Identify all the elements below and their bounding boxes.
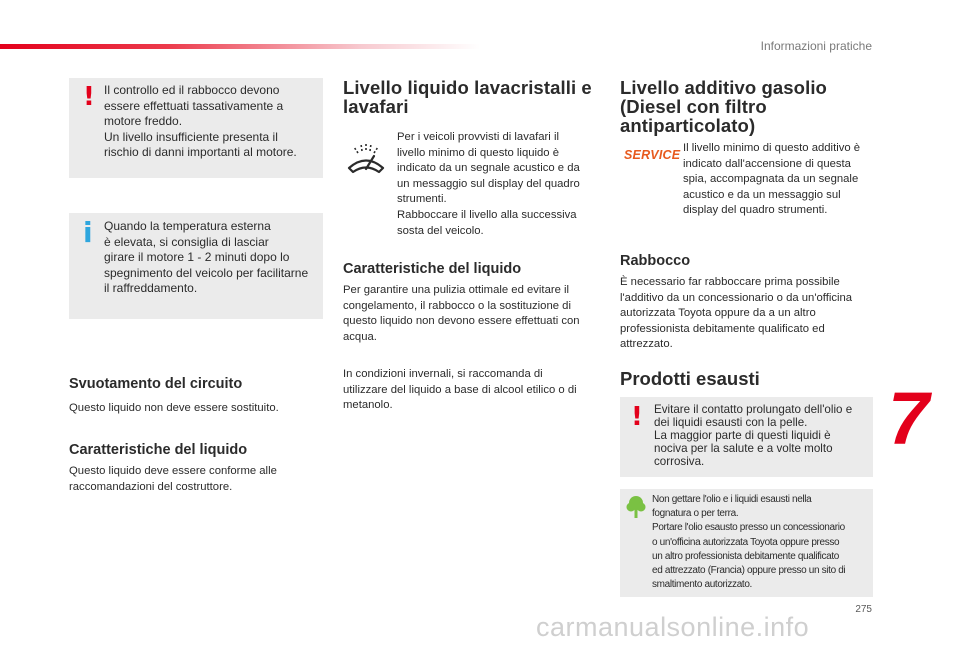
eco-box [620, 489, 873, 597]
header-accent-bar [0, 44, 480, 49]
eco-text: Non gettare l'olio e i liquidi esausti nella fognatura o per terra. Portare l'olio esausto presso un concessionario o un'officina autorizzata Toyota oppure presso un altro professionista debitamente qualificato ed attrezzato (Francia) oppure presso un sito di smaltimento autorizzato. [652, 494, 846, 591]
lavacristalli-intro: Per i veicoli provvisti di lavafari il livello minimo di questo liquido è indicato da un segnale acustico e da un messaggio sul display del quadro strumenti. Rabboccare il livello alla successiva sosta del veicolo. [397, 131, 580, 237]
info-icon: i [83, 216, 93, 249]
tree-icon [626, 495, 646, 519]
caratteristiche-middle-title: Caratteristiche del liquido [343, 261, 522, 277]
additivo-intro: Il livello minimo di questo additivo è indicato dall'accensione di questa spia, accompagnata da un segnale acustico e da un messaggio sul display del quadro strumenti. [683, 142, 861, 217]
warning-text: Il controllo ed il rabbocco devono essere effettuati tassativamente a motore freddo. Un livello insufficiente presenta il rischio di danni importanti al motore. [104, 83, 297, 159]
section-title: Informazioni pratiche [760, 39, 872, 53]
exclamation-icon: ! [83, 82, 95, 112]
info-text: Quando la temperatura esterna è elevata, si consiglia di lasciar girare il motore 1 - 2 minuti dopo lo spegnimento del veicolo per facilitarne il raffreddamento. [104, 219, 309, 295]
warning-box [69, 78, 323, 178]
rabbocco-title: Rabbocco [620, 253, 691, 269]
svuotamento-title: Svuotamento del circuito [69, 376, 243, 392]
caratteristiche-middle-winter: In condizioni invernali, si raccomanda di utilizzare del liquido a base di alcool etilico o di metanolo. [343, 368, 577, 412]
windshield-washer-icon [345, 139, 387, 175]
prodotti-title: Prodotti esausti [620, 368, 760, 389]
caratteristiche-left-body: Questo liquido deve essere conforme alle raccomandazioni del costruttore. [69, 465, 277, 493]
svuotamento-body: Questo liquido non deve essere sostituito. [69, 402, 279, 414]
page-number: 275 [855, 604, 872, 615]
prodotti-warning-text: Evitare il contatto prolungato dell'olio e dei liquidi esausti con la pelle. La maggior parte di questi liquidi è nociva per la salute e a volte molto corrosiva. [654, 403, 853, 468]
additivo-title: Livello additivo gasolio (Diesel con filtro antiparticolato) [620, 77, 827, 136]
chapter-number: 7 [888, 377, 930, 460]
caratteristiche-middle-body: Per garantire una pulizia ottimale ed evitare il congelamento, il rabbocco o la sostituzione di questo liquido non devono essere effettuati con acqua. [343, 284, 580, 343]
rabbocco-body: È necessario far rabboccare prima possibile l'additivo da un concessionario o da un'officina autorizzata Toyota oppure da a un altro professionista debitamente qualificato ed attrezzato. [620, 276, 853, 351]
lavacristalli-title: Livello liquido lavacristalli e lavafari [343, 77, 592, 117]
exclamation-icon: ! [631, 402, 643, 432]
info-box [69, 213, 323, 319]
service-warning-icon: SERVICE [624, 148, 681, 162]
watermark: carmanualsonline.info [536, 612, 810, 642]
prodotti-warning-box [620, 397, 873, 477]
caratteristiche-left-title: Caratteristiche del liquido [69, 442, 248, 458]
